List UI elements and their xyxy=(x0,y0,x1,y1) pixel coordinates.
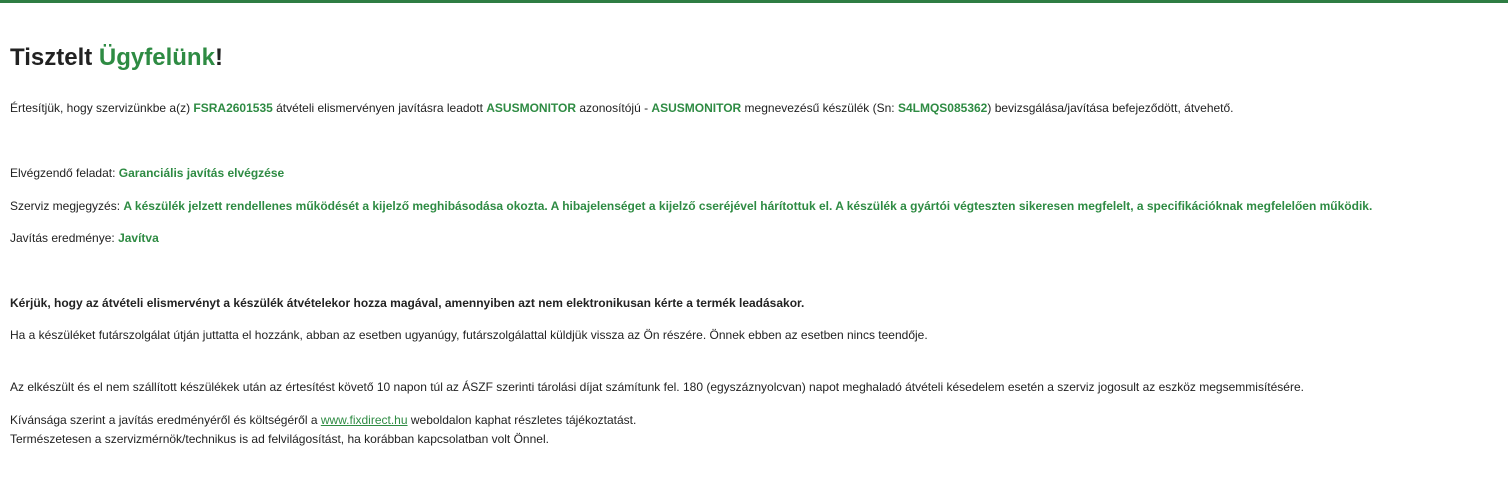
notice-text: Értesítjük, hogy szervizünkbe a(z) xyxy=(10,101,194,115)
courier-paragraph: Ha a készüléket futárszolgálat útján juttatta el hozzánk, abban az esetben ugyanúgy, futárszolgálattal küldjük vissza az Ön részére. Önnek ebben az esetben nincs teendője. xyxy=(10,328,928,342)
greeting-heading xyxy=(10,44,223,72)
service-note-value: A készülék jelzett rendellenes működését a kijelző meghibásodása okozta. A hibajelenséget a kijelző cseréjével hárítottuk el. A készülék a gyártói végteszten sikeresen megfelelt, a specifikációknak megfelelően működik. xyxy=(123,199,1373,213)
contact-paragraph: Természetesen a szervizmérnök/technikus is ad felvilágosítást, ha korábban kapcsolatban volt Önnel. xyxy=(10,432,549,446)
notice-text: átvételi elismervényen javításra leadott xyxy=(272,101,487,115)
greeting-prefix: Tisztelt xyxy=(10,44,99,71)
storage-paragraph: Az elkészült és el nem szállított készülékek után az értesítést követő 10 napon túl az ÁSZF szerinti tárolási díjat számítunk fel. 180 (egyszáznyolcvan) napot meghaladó átvételi késedelem esetén a szerviz jogosult az eszköz megsemmisítésére. xyxy=(10,380,1304,394)
website-link[interactable]: www.fixdirect.hu xyxy=(320,413,408,427)
greeting-highlight: Ügyfelünk xyxy=(98,44,215,71)
task-value: Garanciális javítás elvégzése xyxy=(118,166,285,180)
info-text: weboldalon kaphat részletes tájékoztatást. xyxy=(407,413,637,427)
info-text: Kívánsága szerint a javítás eredményéről és költségéről a xyxy=(10,413,321,427)
result-label: Javítás eredménye: xyxy=(10,231,119,245)
notice-text: megnevezésű készülék (Sn: xyxy=(741,101,898,115)
notice-text: ) bevizsgálása/javítása befejeződött, átvehető. xyxy=(987,101,1234,115)
top-divider xyxy=(0,0,1508,3)
service-note-row xyxy=(10,198,1372,214)
task-row xyxy=(10,165,284,181)
receipt-number: FSRA2601535 xyxy=(193,101,273,115)
notice-text: azonosítójú - xyxy=(576,101,652,115)
request-paragraph: Kérjük, hogy az átvételi elismervényt a készülék átvételekor hozza magával, amennyiben azt nem elektronikusan kérte a termék leadásakor. xyxy=(10,296,805,310)
service-note-label: Szerviz megjegyzés: xyxy=(10,199,124,213)
result-value: Javítva xyxy=(118,231,159,245)
result-row xyxy=(10,230,159,246)
greeting-suffix: ! xyxy=(214,44,223,71)
task-label: Elvégzendő feladat: xyxy=(10,166,119,180)
device-id: ASUSMONITOR xyxy=(486,101,577,115)
notice-paragraph xyxy=(10,100,1234,116)
info-paragraph xyxy=(10,412,636,428)
device-name: ASUSMONITOR xyxy=(651,101,742,115)
serial-number: S4LMQS085362 xyxy=(897,101,988,115)
